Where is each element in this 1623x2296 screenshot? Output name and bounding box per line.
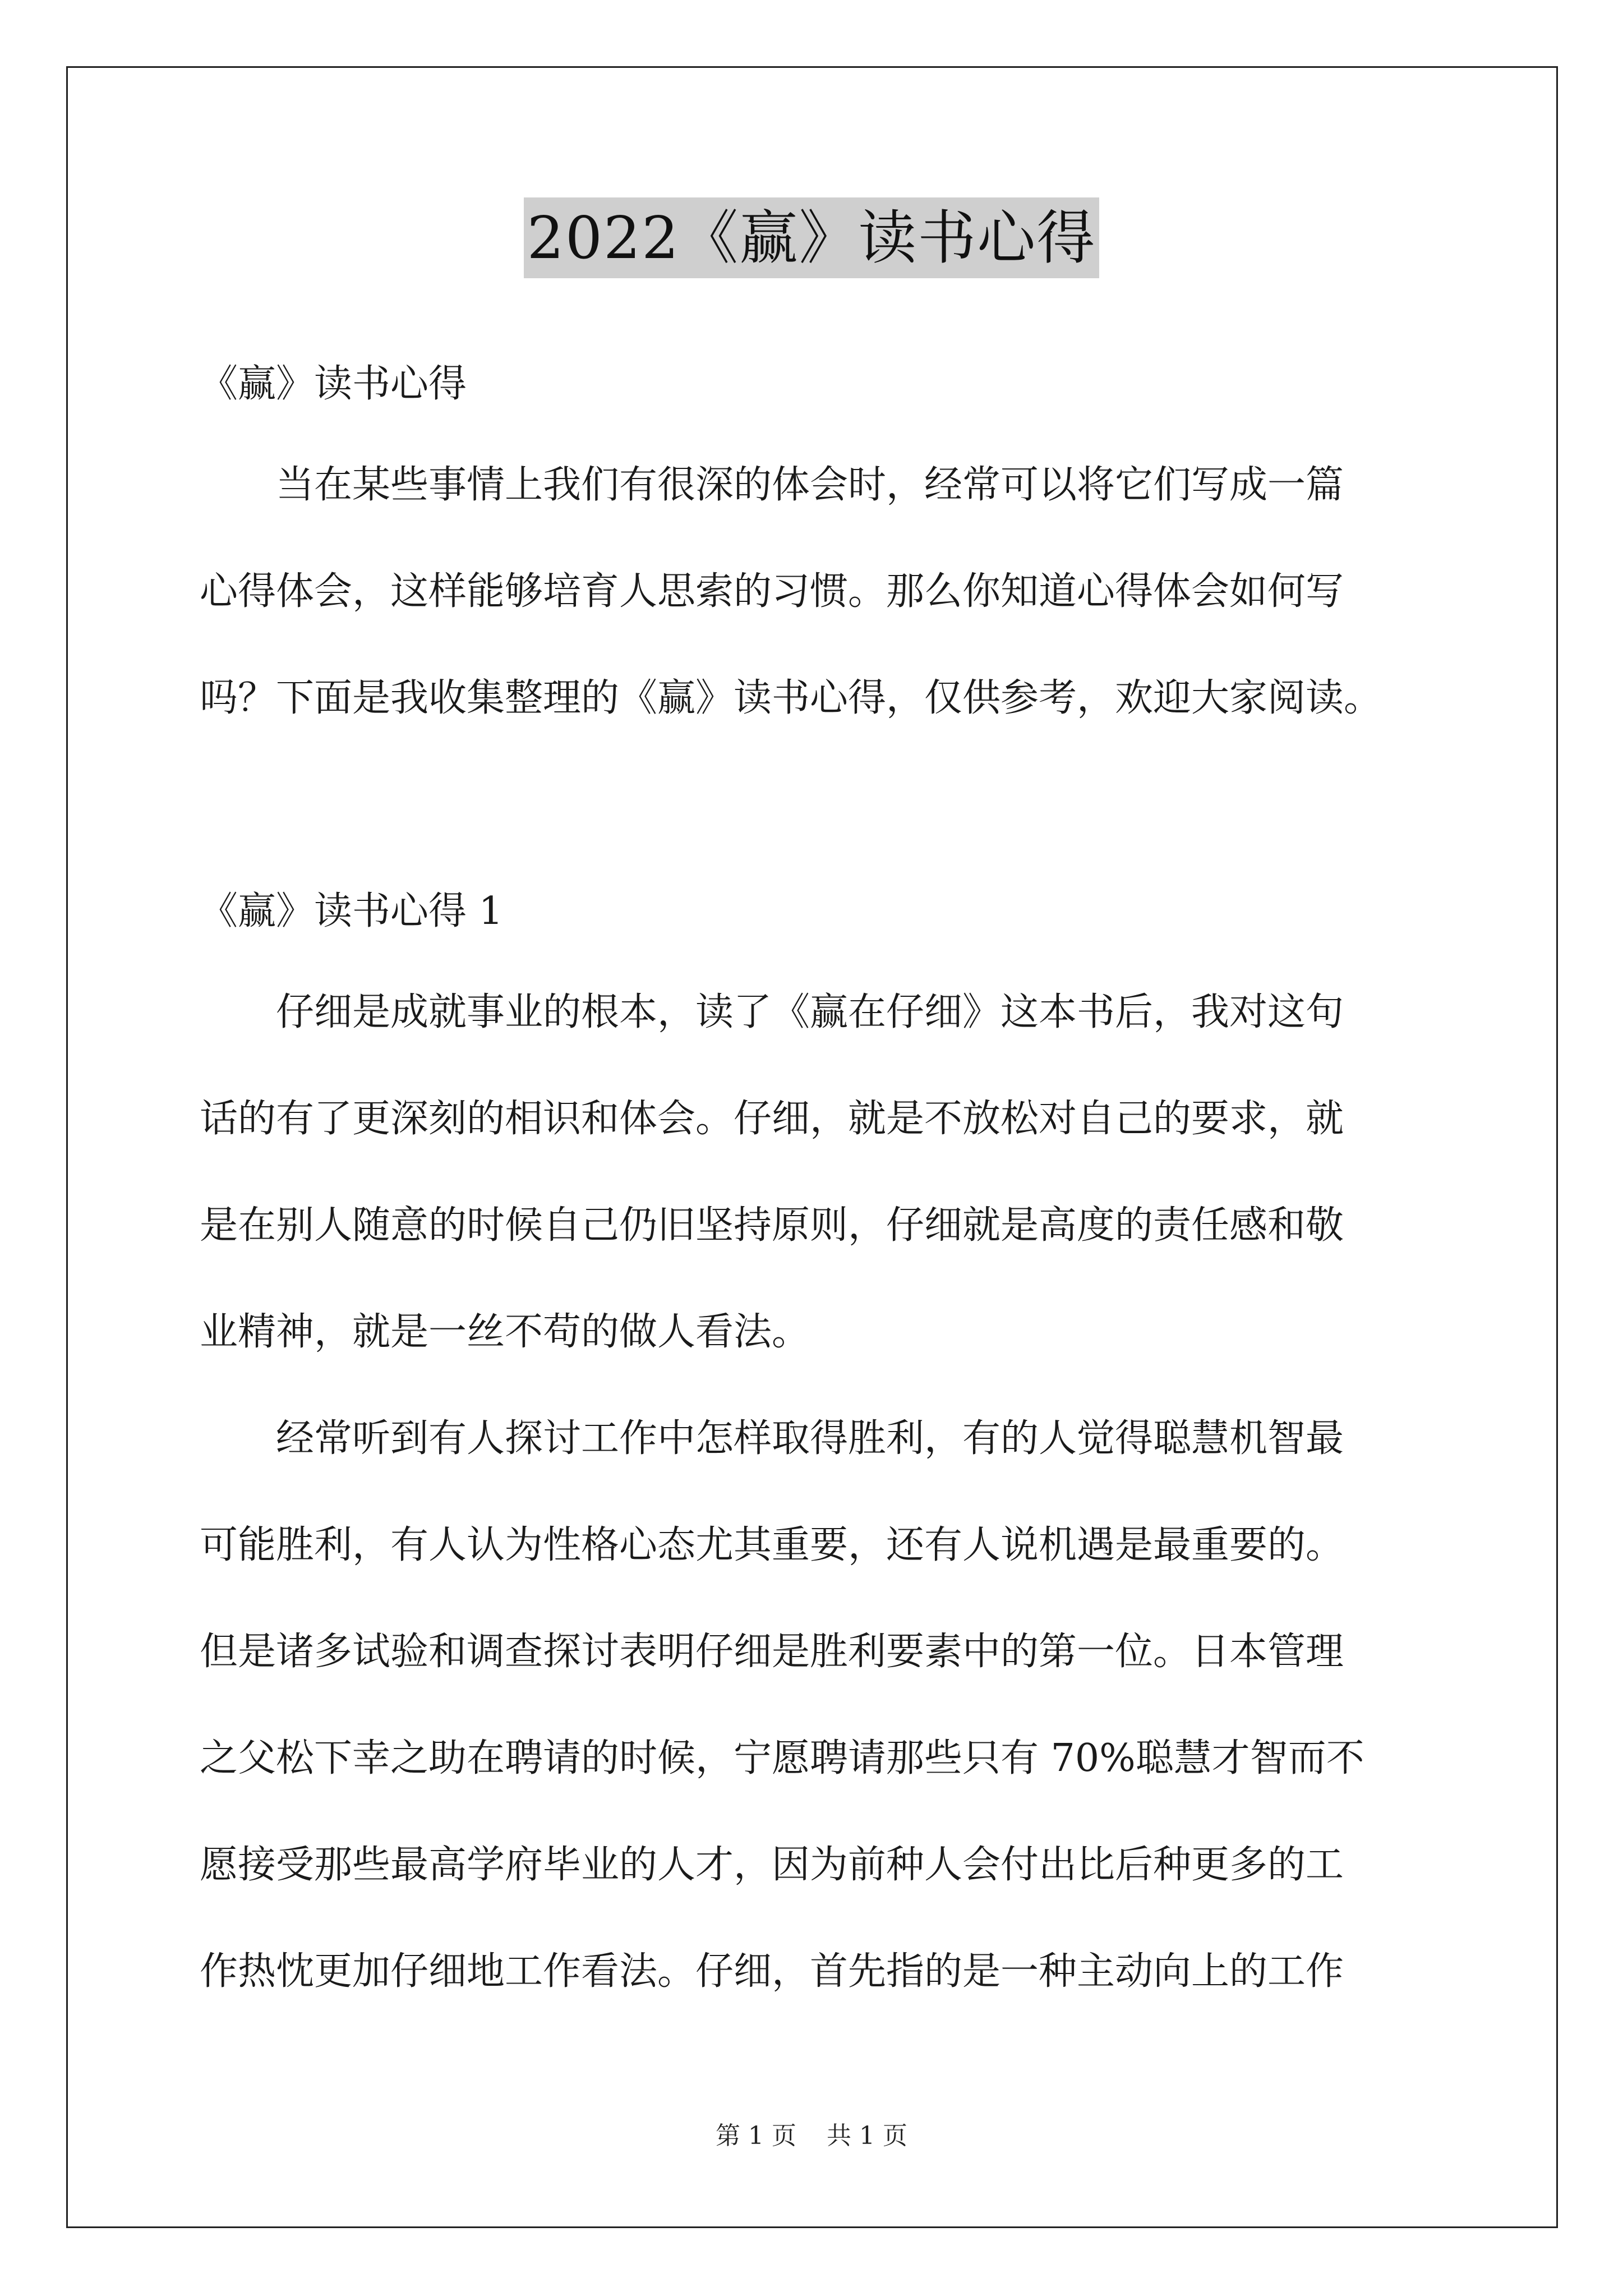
paragraph-line: 愿接受那些最高学府毕业的人才，因为前种人会付出比后种更多的工 — [200, 1843, 1344, 1887]
paragraph-line: 话的有了更深刻的相识和体会。仔细，就是不放松对自己的要求，就 — [200, 1097, 1344, 1141]
section-heading: 《赢》读书心得 — [200, 362, 467, 406]
paragraph-line: 业精神，就是一丝不苟的做人看法。 — [200, 1310, 810, 1354]
page-number: 第 1 页 — [716, 2122, 796, 2150]
paragraph-line: 作热忱更加仔细地工作看法。仔细，首先指的是一种主动向上的工作 — [200, 1949, 1344, 1994]
paragraph-line: 当在某些事情上我们有很深的体会时，经常可以将它们写成一篇 — [200, 463, 1344, 507]
paragraph-line: 但是诸多试验和调查探讨表明仔细是胜利要素中的第一位。日本管理 — [200, 1630, 1344, 1674]
page-footer — [0, 2119, 1623, 2153]
paragraph-line: 心得体会，这样能够培育人思索的习惯。那么你知道心得体会如何写 — [200, 569, 1344, 614]
paragraph-line: 可能胜利，有人认为性格心态尤其重要，还有人说机遇是最重要的。 — [200, 1523, 1344, 1567]
paragraph-line: 是在别人随意的时候自己仍旧坚持原则，仔细就是高度的责任感和敬 — [200, 1203, 1344, 1248]
title-container — [0, 197, 1623, 278]
paragraph-line: 经常听到有人探讨工作中怎样取得胜利，有的人觉得聪慧机智最 — [200, 1416, 1344, 1461]
section-heading: 《赢》读书心得 1 — [200, 889, 503, 933]
paragraph-line: 仔细是成就事业的根本，读了《赢在仔细》这本书后，我对这句 — [200, 990, 1344, 1034]
page-total: 共 1 页 — [827, 2122, 907, 2150]
document-title: 2022《赢》读书心得 — [524, 197, 1100, 278]
paragraph-line: 之父松下幸之助在聘请的时候，宁愿聘请那些只有 70%聪慧才智而不 — [200, 1736, 1364, 1780]
paragraph-line: 吗？下面是我收集整理的《赢》读书心得，仅供参考，欢迎大家阅读。 — [200, 676, 1382, 720]
